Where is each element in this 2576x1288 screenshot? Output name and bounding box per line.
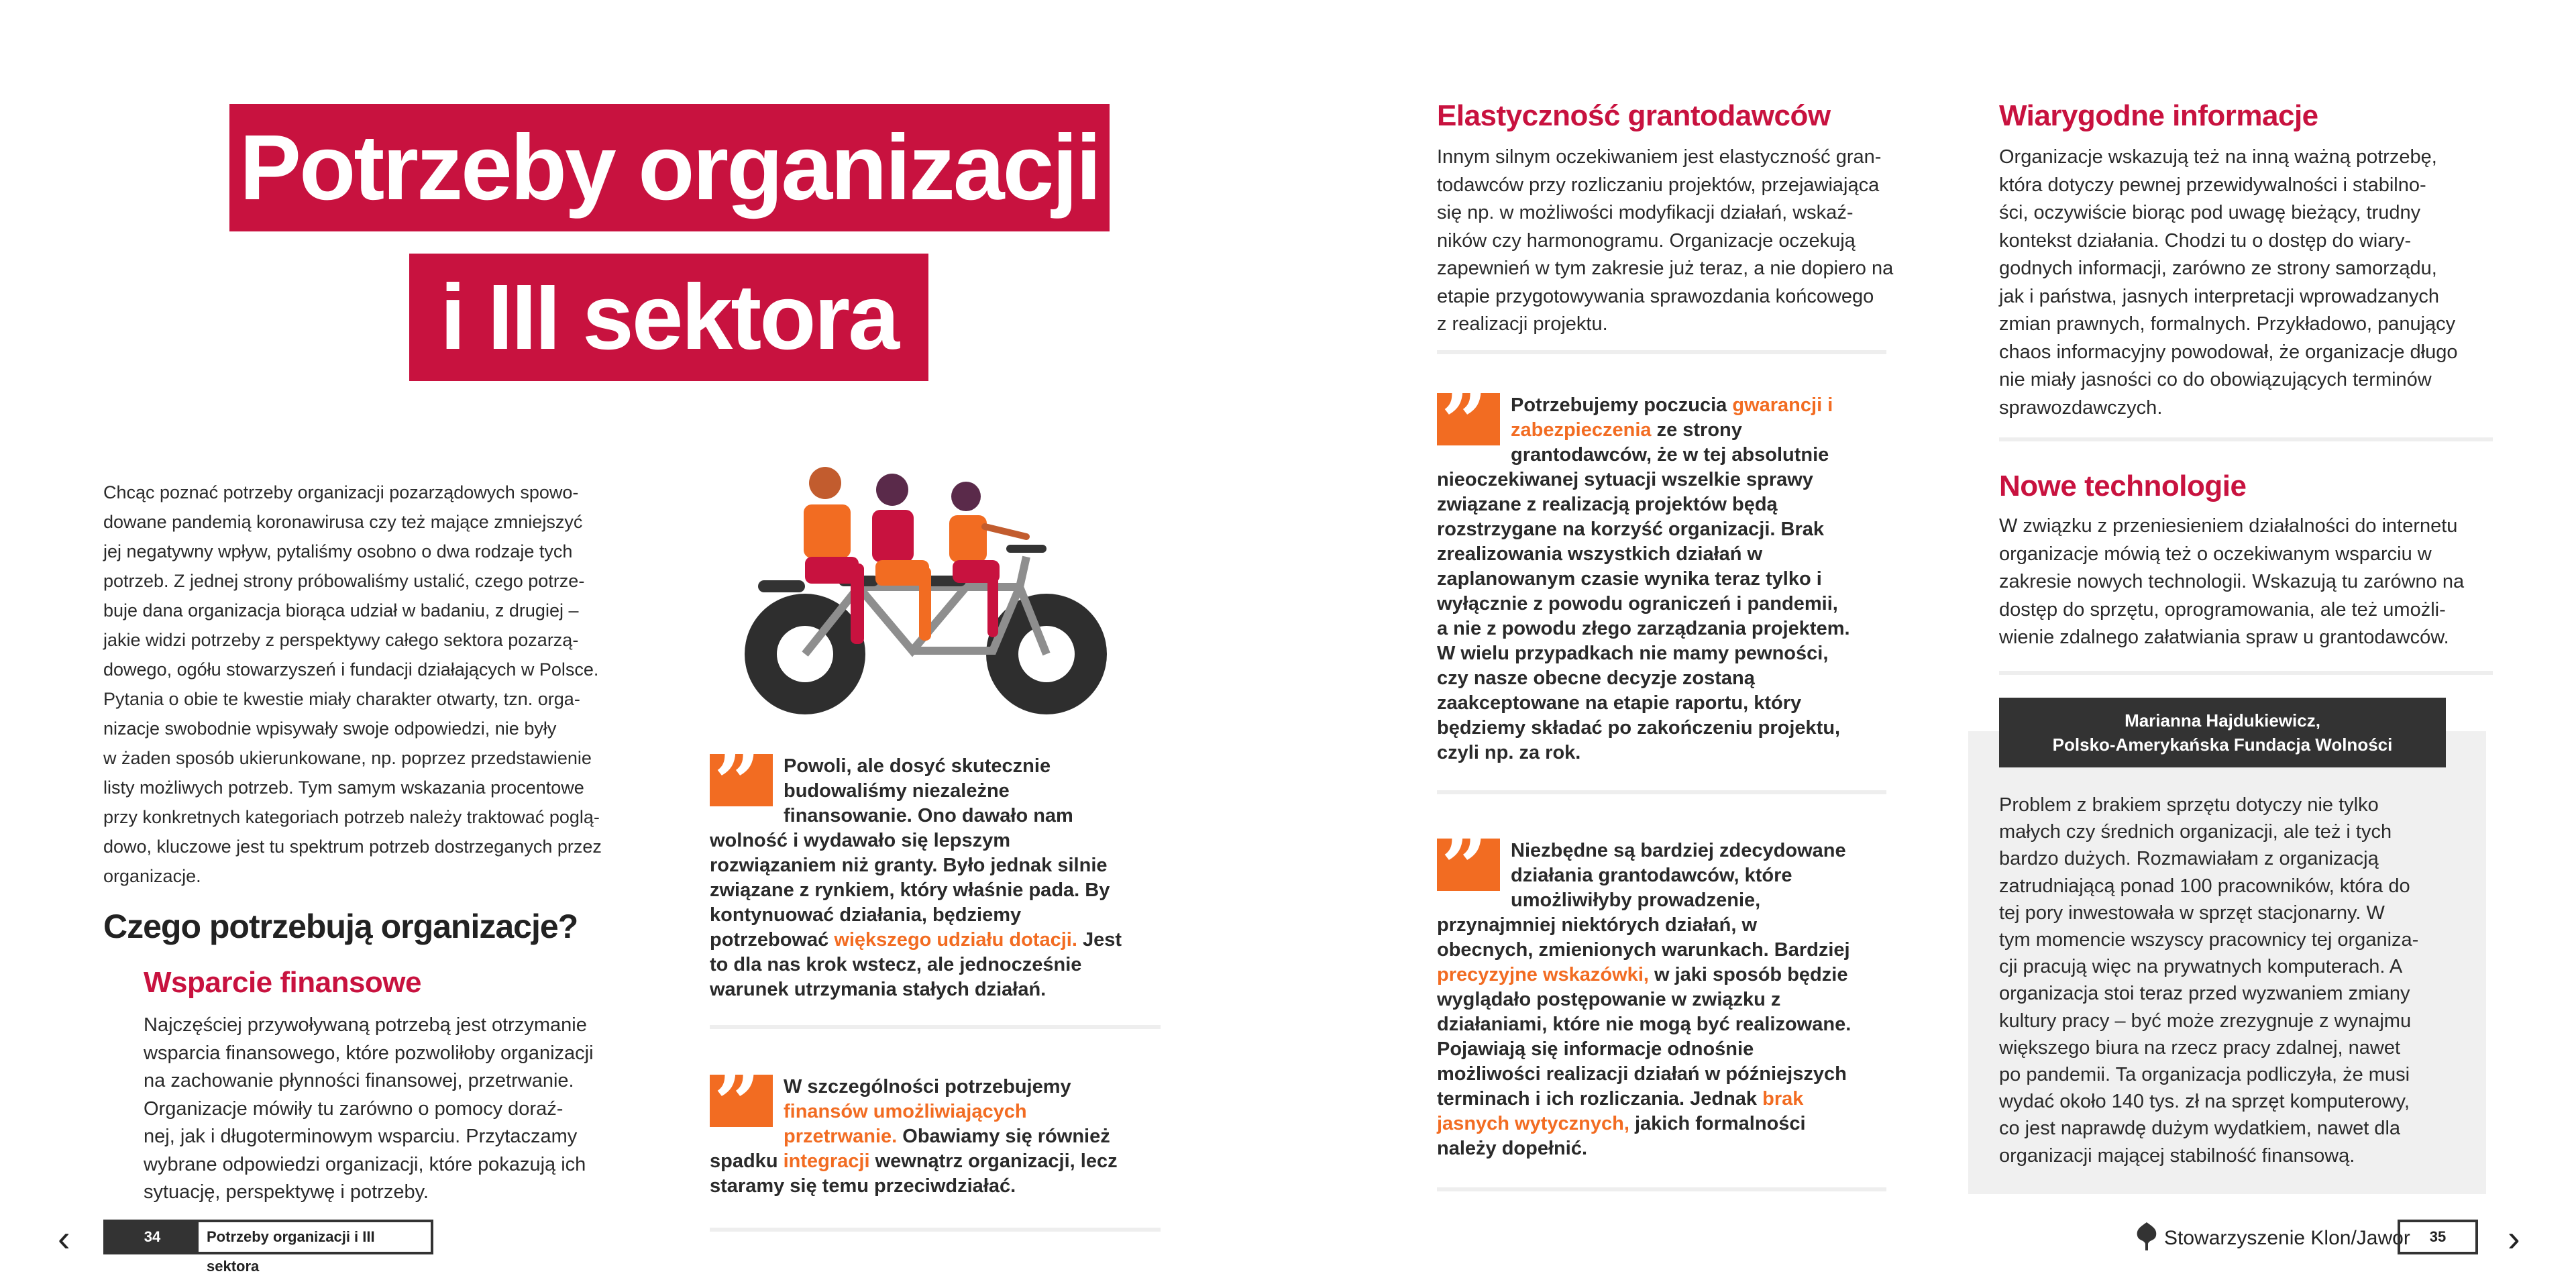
tree-logo-icon xyxy=(2133,1221,2160,1252)
quote-icon: ” xyxy=(1437,393,1500,445)
page-number-left: 34 xyxy=(106,1222,199,1252)
new-technologies-body: W związku z przeniesieniem działalności do internetu organizacje mówią też o oczekiwanym wsparciu w zakresie nowych technologii. Wskazują tu zarówno na dostęp do sprzętu, oprogramowania, ale też umożli- wienie zdalnego załatwiania spraw u grantodawców. xyxy=(1999,515,2465,648)
heading-grantor-flexibility: Elastyczność grantodawców xyxy=(1437,99,1831,132)
quote-1: ” Powoli, ale dosyć skutecznie budowaliśmy niezależne finansowanie. Ono dawało nam wolność i wydawało się lepszym rozwiązaniem niż granty. Było jednak silnie związane z rynkiem, który właśnie pada. By kontynuować działania, będziemy potrzebować większego udziału dotacji. Jest to dla nas krok wstecz, ale jednocześnie warunek utrzymania stałych działań. xyxy=(710,736,1122,1000)
signature-org: Polsko-Amerykańska Fundacja Wolności xyxy=(2052,735,2393,755)
separator xyxy=(710,1228,1161,1232)
footer-org: Stowarzyszenie Klon/Jawor xyxy=(2164,1227,2410,1249)
page-number-right: 35 xyxy=(2398,1220,2478,1254)
separator xyxy=(1437,1187,1886,1191)
quote-icon: ” xyxy=(1437,839,1500,891)
financial-body: Najczęściej przywoływaną potrzebą jest otrzymanie wsparcia finansowego, które pozwoliłoby organizacji na zachowanie płynności finansowej, przetrwanie. Organizacje mówiły tu zarówno o pomocy doraź- nej, jak i długoterminowym wsparciu. Przytaczamy wybrane odpowiedzi organizacji, które pokazują ich sytuację, perspektywę i potrzeby. xyxy=(144,1014,594,1203)
footer-left xyxy=(103,1220,433,1275)
reliable-info-body: Organizacje wskazują też na inną ważną potrzebę, która dotyczy pewnej przewidywalności i stabilno- ści, oczywiście biorąc pod uwagę bieżący, trudny kontekst działania. Chodzi tu o dostęp do wiary- godnych informacji, zarówno ze strony samorządu, jak i państwa, jasnych interpretacji wprowadzanych zmian prawnych, formalnych. Przykładowo, panujący chaos informacyjny powodował, że organizacje długo nie miały jasności co do obowiązujących terminów sprawozdawczych. xyxy=(1999,146,2458,419)
expert-quote-text: Problem z brakiem sprzętu dotyczy nie tylko małych czy średnich organizacji, ale też i tych bardzo dużych. Rozmawiałam z organizacją zatrudniającą ponad 100 pracowników, która do tej pory inwestowała w sprzęt stacjonarny. W tym momencie wszyscy pracownicy tej organiza- cji pracują więc na prywatnych komputerach. A organizacja stoi teraz przed wyzwaniem zmiany kultury pracy – być może zrezygnuje z wynajmu większego biura na rzecz pracy zdalnej, nawet po pandemii. Ta organizacja podliczyła, że musi wydać około 140 tys. zł na sprzęt komputerowy, co jest naprawdę dużym wydatkiem, nawet dla organizacji mającej stabilność finansową. xyxy=(1999,794,2419,1167)
signature-name: Marianna Hajdukiewicz, xyxy=(2125,710,2320,731)
intro-text: Chcąc poznać potrzeby organizacji pozarządowych spowo- dowane pandemią koronawirusa czy też mające zmniejszyć jej negatywny wpływ, pytaliśmy osobno o dwa rodzaje tych potrzeb. Z jednej strony próbowaliśmy ustalić, czego potrze- buje dana organizacja biorąca udział w badaniu, z drugiej – jakie widzi potrzeby z perspektywy całego sektora pozarzą- dowego, ogółu stowarzyszeń i fundacji działających w Polsce. Pytania o obie te kwestie miały charakter otwarty, tzn. orga- nizacje swobodnie wpisywały swoje odpowiedzi, nie były w żaden sposób ukierunkowane, np. poprzez przedstawienie listy możliwych potrzeb. Tym samym wskazania procentowe przy konkretnych kategoriach potrzeb należy traktować poglą- dowo, kluczowe jest tu spektrum potrzeb dostrzeganych przez organizacje. xyxy=(103,482,602,886)
heading-new-technologies: Nowe technologie xyxy=(1999,470,2247,502)
quote-icon: ” xyxy=(710,1075,773,1127)
separator xyxy=(1437,790,1886,794)
footer-title: Potrzeby organizacji i III sektora xyxy=(207,1228,375,1275)
separator xyxy=(1999,671,2493,675)
quote-3: ” Potrzebujemy poczucia gwarancji i zabezpieczenia ze strony grantodawców, że w tej absolutnie nieoczekiwanej sytuacji wszelkie sprawy związane z realizacją projektów będą rozstrzygane na korzyść organizacji. Brak zrealizowania wszystkich działań w zaplanowanym czasie wynika teraz tylko i wyłącznie z powodu ograniczeń i pandemii, a nie z powodu złego zarządzania projektem. W wielu przypadkach nie mamy pewności, czy nasze obecne decyzje zostaną zaakceptowane na etapie raportu, który będziemy składać po zakończeniu projektu, czyli np. za rok. xyxy=(1437,375,1850,763)
signature-box xyxy=(1999,698,2446,767)
heading-reliable-info: Wiarygodne informacje xyxy=(1999,99,2318,132)
section-heading: Czego potrzebują organizacje? xyxy=(103,908,578,945)
separator xyxy=(1437,350,1886,354)
page-title-line1: Potrzeby organizacji xyxy=(229,104,1110,231)
quote-4: ” Niezbędne są bardziej zdecydowane działania grantodawców, które umożliwiłyby prowadzenie, przynajmniej niektórych działań, w obecnych, zmienionych warunkach. Bardziej precyzyjne wskazówki, w jaki sposób będzie wyglądało postępowanie w związku z działaniami, które nie mogą być realizowane. Pojawiają się informacje odnośnie możliwości realizacji działań w późniejszych terminach i ich rozliczania. Jednak brak jasnych wytycznych, jakich formalności należy dopełnić. xyxy=(1437,820,1851,1159)
quote-2: ” W szczególności potrzebujemy finansów umożliwiających przetrwanie. Obawiamy się również spadku integracji wewnątrz organizacji, lecz staramy się temu przeciwdziałać. xyxy=(710,1057,1118,1197)
tandem-bicycle-illustration xyxy=(738,456,1114,724)
quote-icon: ” xyxy=(710,754,773,806)
grantor-flexibility-body: Innym silnym oczekiwaniem jest elastyczność gran- todawców przy rozliczaniu projektów, przejawiająca się np. w możliwości modyfikacji działań, wskaź- ników czy harmonogramu. Organizacje oczekują zapewnień w tym zakresie już teraz, a nie dopiero na etapie przygotowywania sprawozdania końcowego z realizacji projektu. xyxy=(1437,146,1894,335)
page-title-line2: i III sektora xyxy=(409,254,928,381)
subheading-financial: Wsparcie finansowe xyxy=(144,966,422,999)
separator xyxy=(710,1025,1161,1029)
separator xyxy=(1999,437,2493,441)
next-page-button[interactable]: › xyxy=(2508,1217,2520,1259)
prev-page-button[interactable]: ‹ xyxy=(58,1217,70,1259)
